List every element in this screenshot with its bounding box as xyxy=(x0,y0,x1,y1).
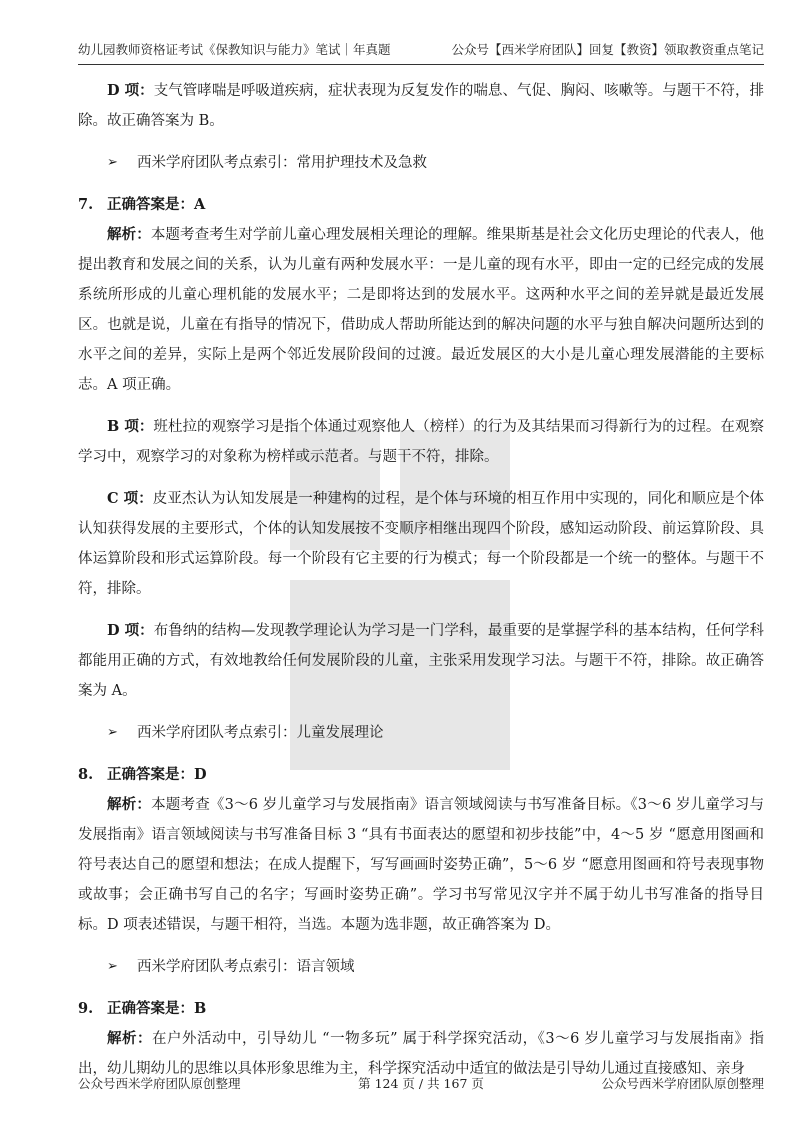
option-d-7: D 项：布鲁纳的结构—发现教学理论认为学习是一门学科，最重要的是掌握学科的基本结构，任何学科都能用正确的方式，有效地教给任何发展阶段的儿童，主张采用发现学习法。与题干不符，排除。故正确答案为 A。 xyxy=(78,622,764,699)
arrowhead-bullet-icon: ➢ xyxy=(107,155,118,170)
topic-index: ➢ 西米学府团队考点索引：语言领域 xyxy=(78,952,764,982)
topic-index: ➢ 西米学府团队考点索引：常用护理技术及急救 xyxy=(78,148,764,178)
option-d-explanation: D 项：支气管哮喘是呼吸道疾病，症状表现为反复发作的喘息、气促、胸闷、咳嗽等。与题干不符，排除。故正确答案为 B。 xyxy=(78,82,764,129)
option-b-7: B 项：班杜拉的观察学习是指个体通过观察他人（榜样）的行为及其结果而习得新行为的过程。在观察学习中，观察学习的对象称为榜样或示范者。与题干不符，排除。 xyxy=(78,418,764,465)
arrowhead-bullet-icon: ➢ xyxy=(107,725,118,740)
page-header xyxy=(78,34,764,64)
header-title: 幼儿园教师资格证考试《保教知识与能力》笔试｜年真题 xyxy=(78,42,391,57)
analysis-8: 解析：本题考查《3～6 岁儿童学习与发展指南》语言领域阅读与书写准备目标。《3～6 岁儿童学习与发展指南》语言领域阅读与书写准备目标 3 “具有书面表达的愿望和初步技能”中，4～5 岁 “愿意用图画和符号表达自己的愿望和想法；在成人提醒下，写写画画时姿势正确”，5～6 岁 “愿意用图画和符号表现事物或故事；会正确书写自己的名字；写画时姿势正确”。学习书写常见汉字并不属于幼儿书写准备的指导目标。D 项表述错误，与题干相符，当选。本题为选非题，故正确答案为 D。 xyxy=(78,796,764,933)
footer-left-credit: 公众号西米学府团队原创整理 xyxy=(78,1076,241,1091)
arrowhead-bullet-icon: ➢ xyxy=(107,959,118,974)
header-divider xyxy=(78,64,764,65)
page-footer xyxy=(78,1068,764,1098)
footer-right-credit: 公众号西米学府团队原创整理 xyxy=(601,1076,764,1091)
answer-heading-8: 8. 正确答案是：D xyxy=(78,766,207,783)
option-label: D 项： xyxy=(107,82,154,99)
page-content xyxy=(78,76,764,1084)
topic-index: ➢ 西米学府团队考点索引：儿童发展理论 xyxy=(78,718,764,748)
analysis-9: 解析：在户外活动中，引导幼儿 “一物多玩” 属于科学探究活动，《3～6 岁儿童学习与发展指南》指出，幼儿期幼儿的思维以具体形象思维为主，科学探究活动中适宜的做法是引导幼儿通过直接感知、亲身 xyxy=(78,1030,764,1077)
answer-heading-7: 7. 正确答案是：A xyxy=(78,196,206,213)
option-c-7: C 项：皮亚杰认为认知发展是一种建构的过程，是个体与环境的相互作用中实现的，同化和顺应是个体认知获得发展的主要形式，个体的认知发展按不变顺序相继出现四个阶段，感知运动阶段、前运算阶段、具体运算阶段和形式运算阶段。每一个阶段有它主要的行为模式；每一个阶段都是一个统一的整体。与题干不符，排除。 xyxy=(78,490,765,597)
analysis-7: 解析：本题考查考生对学前儿童心理发展相关理论的理解。维果斯基是社会文化历史理论的代表人，他提出教育和发展之间的关系，认为儿童有两种发展水平：一是儿童的现有水平，即由一定的已经完成的发展系统所形成的儿童心理机能的发展水平；二是即将达到的发展水平。这两种水平之间的差异就是最近发展区。也就是说，儿童在有指导的情况下，借助成人帮助所能达到的解决问题的水平与独自解决问题所达到的水平之间的差异，实际上是两个邻近发展阶段间的过渡。最近发展区的大小是儿童心理发展潜能的主要标志。A 项正确。 xyxy=(78,226,765,393)
page-number: 第 124 页 / 共 167 页 xyxy=(358,1076,484,1091)
answer-heading-9: 9. 正确答案是：B xyxy=(78,1000,207,1017)
header-promo: 公众号【西米学府团队】回复【教资】领取教资重点笔记 xyxy=(451,42,764,57)
